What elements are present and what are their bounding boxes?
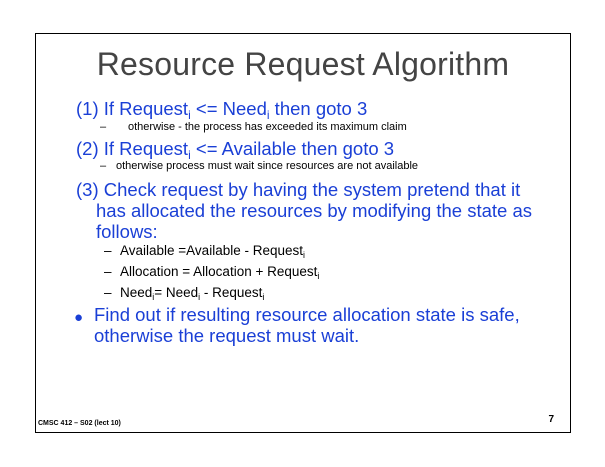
step-1 xyxy=(76,98,368,123)
subscript: i xyxy=(262,292,265,303)
dash: – xyxy=(104,264,112,279)
subscript: i xyxy=(266,108,270,123)
subscript: i xyxy=(317,271,320,282)
dash: – xyxy=(100,160,107,172)
step-2-text-end: <= Available then goto 3 xyxy=(190,138,395,159)
step-1-text: (1) If Request xyxy=(76,98,189,119)
step-2-note xyxy=(100,160,418,172)
step-3-line-1: (3) Check request by having the system pretend that it xyxy=(76,179,521,200)
dash: – xyxy=(100,121,107,133)
sub-item-text: - Request xyxy=(200,285,263,300)
step-3 xyxy=(76,179,532,242)
sub-item-text: = Need xyxy=(154,285,199,300)
subscript: i xyxy=(152,292,155,303)
step-1-text-mid: <= Need xyxy=(190,98,267,119)
step-1-note-text: otherwise - the process has exceeded its maximum claim xyxy=(128,121,407,133)
step-1-text-end: then goto 3 xyxy=(269,98,368,119)
step-3-line-2: has allocated the resources by modifying the state as xyxy=(96,200,533,221)
bullet-item xyxy=(94,304,520,346)
sub-item-text: Available =Available - Request xyxy=(120,243,303,258)
step-2-note-text: otherwise process must wait since resources are not available xyxy=(116,160,419,172)
slide-title: Resource Request Algorithm xyxy=(96,46,510,82)
sub-item-allocation xyxy=(104,264,320,282)
footer: CMSC 412 – S02 (lect 10) xyxy=(38,420,121,427)
step-3-line-3: follows: xyxy=(96,221,158,242)
subscript: i xyxy=(188,148,191,163)
subscript: i xyxy=(303,250,305,261)
sub-item-text: Need xyxy=(120,285,153,300)
dash: – xyxy=(104,243,112,258)
bullet-line-1: Find out if resulting resource allocation state is safe, xyxy=(94,304,520,325)
step-1-note xyxy=(100,121,407,133)
subscript: i xyxy=(188,108,191,123)
subscript: i xyxy=(198,292,201,303)
bullet-icon: ● xyxy=(74,309,84,326)
step-2 xyxy=(76,138,395,163)
dash: – xyxy=(104,285,112,300)
sub-item-available xyxy=(104,243,305,261)
sub-item-need xyxy=(104,285,265,303)
step-2-text: (2) If Request xyxy=(76,138,189,159)
bullet-line-2: otherwise the request must wait. xyxy=(94,325,360,346)
sub-item-text: Allocation = Allocation + Request xyxy=(120,264,318,279)
page-number: 7 xyxy=(548,414,554,425)
slide xyxy=(35,33,571,433)
